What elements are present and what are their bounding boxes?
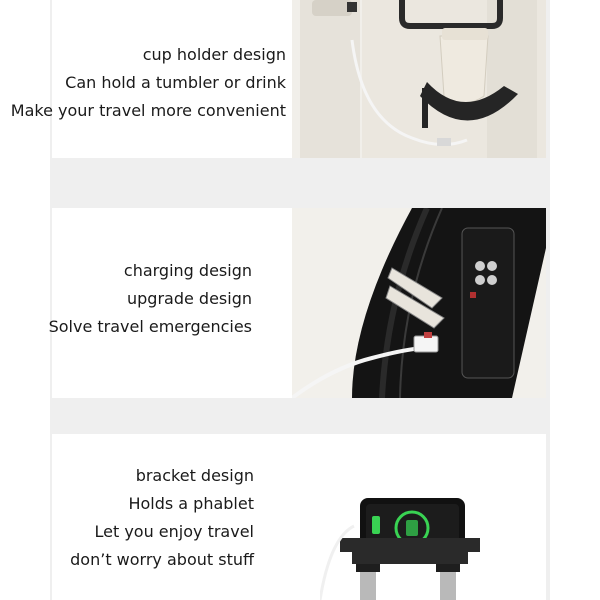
caption-line: Solve travel emergencies	[48, 317, 252, 336]
cup-holder-photo	[292, 0, 546, 158]
caption-line: upgrade design	[127, 289, 252, 308]
caption-line: don’t worry about stuff	[70, 550, 254, 569]
caption-line: Let you enjoy travel	[94, 522, 254, 541]
caption-line: bracket design	[135, 466, 254, 485]
phone-bracket-photo	[320, 478, 500, 600]
caption-line: charging design	[123, 261, 252, 280]
caption-line: cup holder design	[142, 45, 286, 64]
caption-line: Can hold a tumbler or drink	[65, 73, 286, 92]
cup-holder-caption	[11, 41, 286, 125]
caption-line: Holds a phablet	[128, 494, 254, 513]
bracket-caption	[70, 462, 254, 574]
charging-port-photo	[292, 208, 546, 398]
caption-line: Make your travel more convenient	[10, 101, 286, 120]
charging-caption	[49, 257, 252, 341]
